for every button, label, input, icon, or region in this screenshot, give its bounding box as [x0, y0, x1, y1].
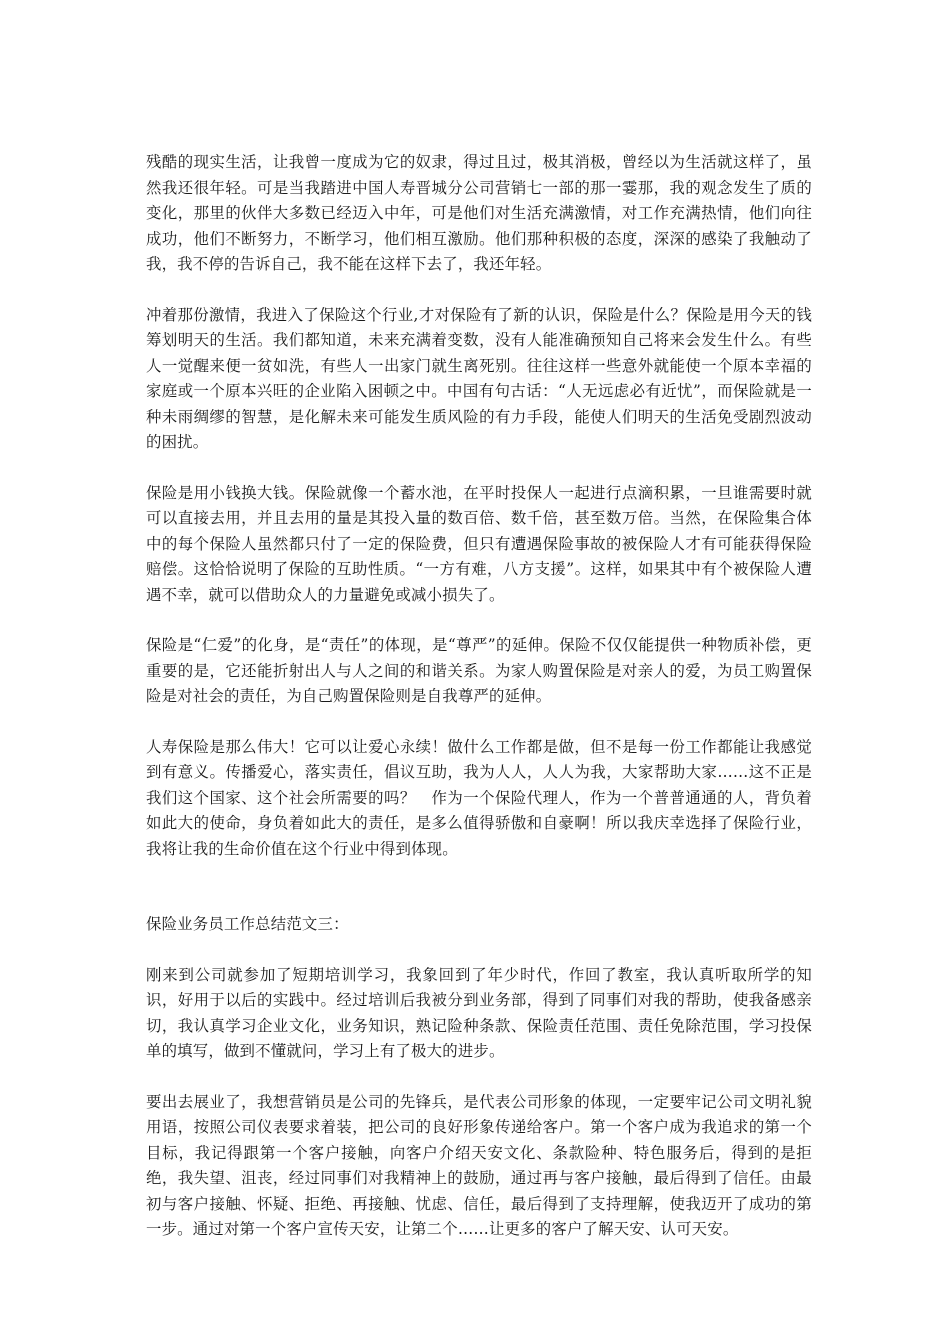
paragraph-7: 要出去展业了，我想营销员是公司的先锋兵，是代表公司形象的体现，一定要牢记公司文明礼貌用语，按照公司仪表要求着装，把公司的良好形象传递给客户。第一个客户成为我追求的第一个目标，我记得跟第一个客户接触，向客户介绍天安文化、条款险种、特色服务后，得到的是拒绝，我失望、沮丧，经过同事们对我精神上的鼓励，通过再与客户接触，最后得到了信任。由最初与客户接触、怀疑、拒绝、再接触、忧虑、信任，最后得到了支持理解，使我迈开了成功的第一步。通过对第一个客户宣传天安，让第二个……让更多的客户了解天安、认可天安。 [146, 1092, 812, 1238]
paragraph-4: 保险是“仁爱”的化身，是“责任”的体现，是“尊严”的延伸。保险不仅仅能提供一种物质补偿，更重要的是，它还能折射出人与人之间的和谐关系。为家人购置保险是对亲人的爱，为员工购置保险是对社会的责任，为自己购置保险则是自我尊严的延伸。 [146, 636, 812, 705]
paragraph-1: 残酷的现实生活，让我曾一度成为它的奴隶，得过且过，极其消极，曾经以为生活就这样了，虽然我还很年轻。可是当我踏进中国人寿晋城分公司营销七一部的那一霎那，我的观念发生了质的变化，那里的伙伴大多数已经迈入中年，可是他们对生活充满激情，对工作充满热情，他们向往成功，他们不断努力，不断学习，他们相互激励。他们那种积极的态度，深深的感染了我触动了我，我不停的告诉自己，我不能在这样下去了，我还年轻。 [146, 153, 812, 273]
section-heading: 保险业务员工作总结范文三： [146, 915, 349, 933]
section-spacer [146, 887, 812, 912]
paragraph-5: 人寿保险是那么伟大！它可以让爱心永续！做什么工作都是做，但不是每一份工作都能让我感觉到有意义。传播爱心，落实责任，倡议互助，我为人人，人人为我，大家帮助大家……这不正是我们这个国家、这个社会所需要的吗？ 作为一个保险代理人，作为一个普普通通的人，背负着如此大的使命，身负着如此大的责任，是多么值得骄傲和自豪啊！所以我庆幸选择了保险行业，我将让我的生命价值在这个行业中得到体现。 [146, 737, 812, 858]
document-body [146, 150, 812, 1268]
paragraph-6: 刚来到公司就参加了短期培训学习，我象回到了年少时代，作回了教室，我认真听取所学的知识，好用于以后的实践中。经过培训后我被分到业务部，得到了同事们对我的帮助，使我备感亲切，我认真学习企业文化，业务知识，熟记险种条款、保险责任范围、责任免除范围，学习投保单的填写，做到不懂就问，学习上有了极大的进步。 [146, 965, 812, 1060]
paragraph-2: 冲着那份激情，我进入了保险这个行业,才对保险有了新的认识，保险是什么？保险是用今天的钱筹划明天的生活。我们都知道，未来充满着变数，没有人能准确预知自己将来会发生什么。有些人一觉醒来便一贫如洗，有些人一出家门就生离死别。往往这样一些意外就能使一个原本幸福的家庭或一个原本兴旺的企业陷入困顿之中。中国有句古话：“人无远虑必有近忧”，而保险就是一种未雨绸缪的智慧，是化解未来可能发生质风险的有力手段，能使人们明天的生活免受剧烈波动的困扰。 [146, 305, 812, 451]
paragraph-3: 保险是用小钱换大钱。保险就像一个蓄水池，在平时投保人一起进行点滴积累，一旦谁需要时就可以直接去用，并且去用的量是其投入量的数百倍、数千倍，甚至数万倍。当然，在保险集合体中的每个保险人虽然都只付了一定的保险费，但只有遭遇保险事故的被保险人才有可能获得保险赔偿。这恰恰说明了保险的互助性质。“一方有难，八方支援”。这样，如果其中有个被保险人遭遇不幸，就可以借助众人的力量避免或减小损失了。 [146, 483, 812, 604]
